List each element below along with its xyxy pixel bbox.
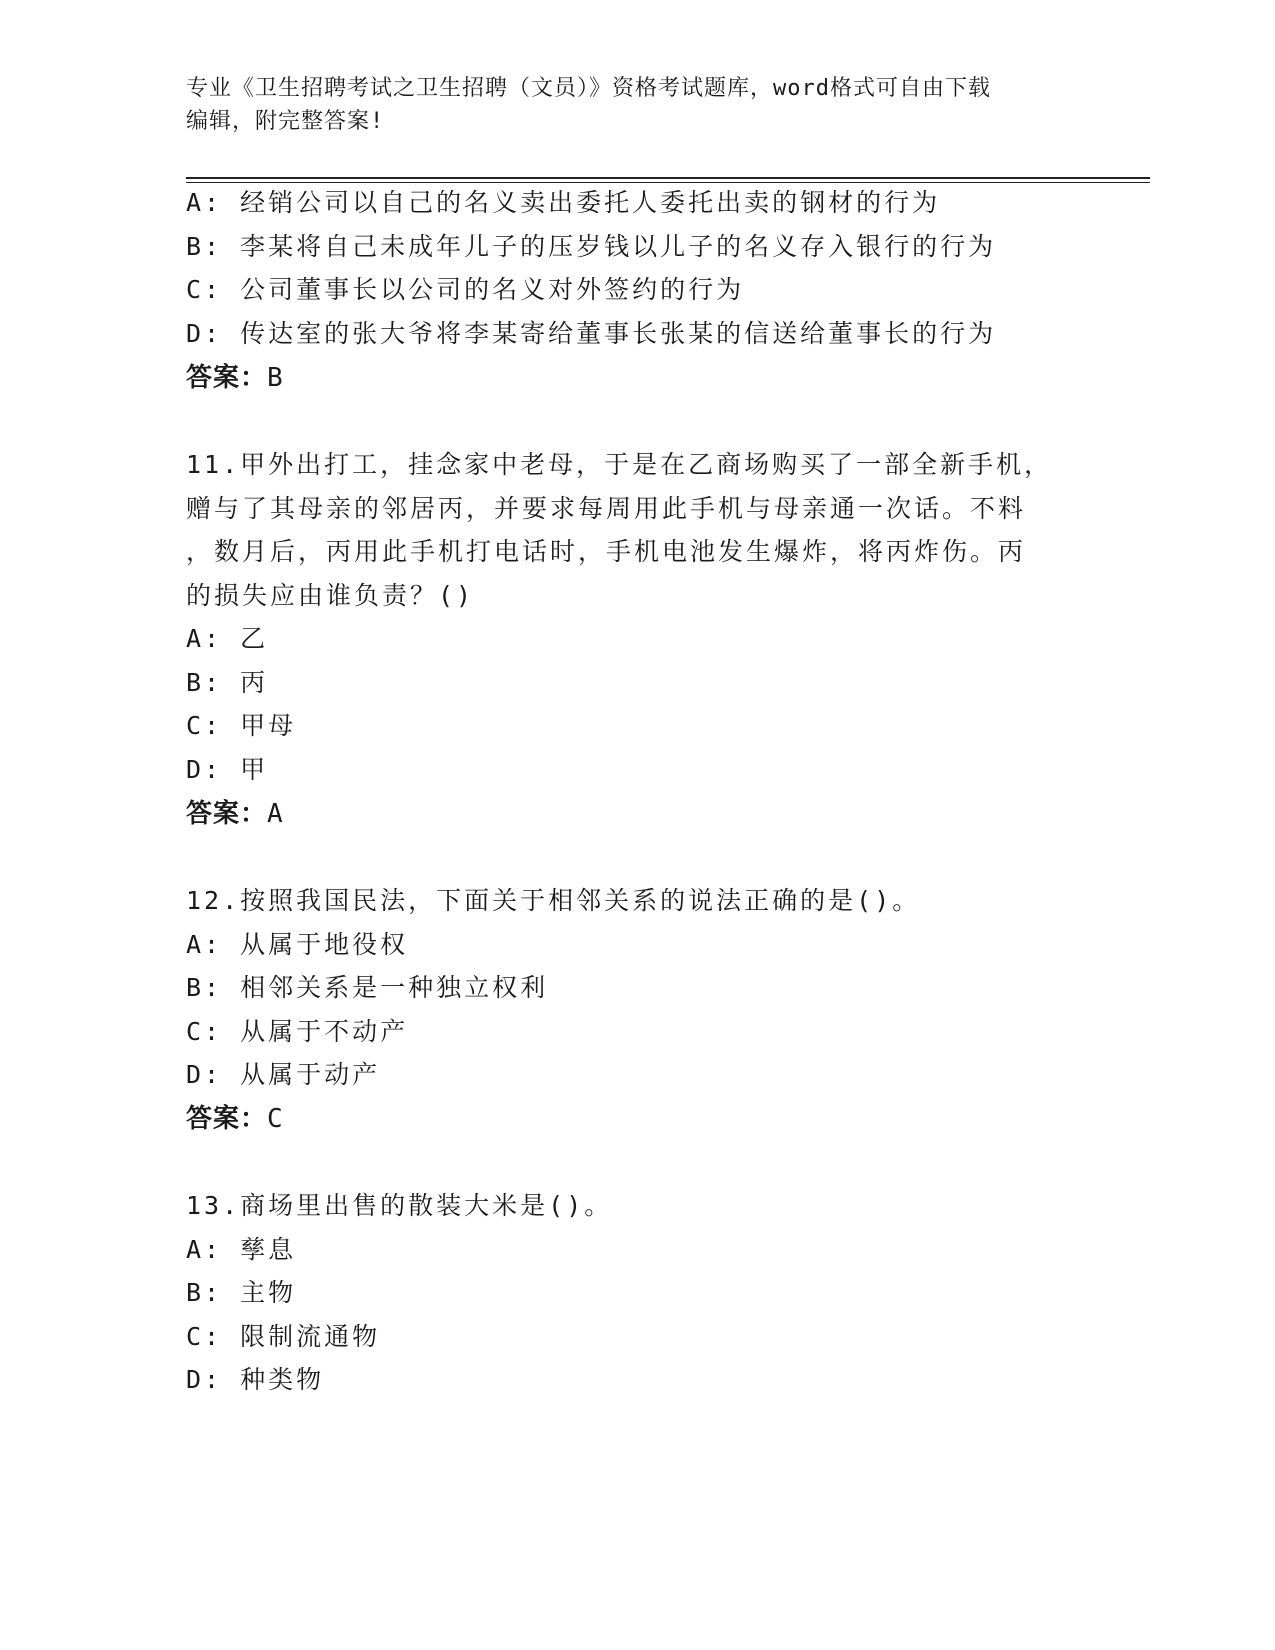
q11-answer-value: A [267,799,284,829]
q11-stem-line-1: 11.甲外出打工，挂念家中老母，于是在乙商场购买了一部全新手机， [186,450,1053,479]
q13-option-c: C: 限制流通物 [186,1322,381,1351]
q11-stem-line-3: ，数月后，丙用此手机打电话时，手机电池发生爆炸，将丙炸伤。丙 [186,537,1027,566]
q10-answer-value: B [267,363,284,393]
q11-stem-line-4: 的损失应由谁负责？() [186,581,475,610]
q13-option-a: A: 孳息 [186,1235,297,1264]
q11-option-d: D: 甲 [186,755,269,784]
q12-option-c: C: 从属于不动产 [186,1017,409,1046]
q13-stem: 13.商场里出售的散装大米是()。 [186,1191,613,1220]
document-header [186,72,1066,138]
header-divider-thick [186,177,1150,179]
q10-option-c: C: 公司董事长以公司的名义对外签约的行为 [186,275,745,304]
q13-option-b: B: 主物 [186,1278,297,1307]
q12-answer [186,1102,284,1136]
q11-answer-label: 答案： [186,799,268,829]
q12-option-d: D: 从属于动产 [186,1060,381,1089]
header-line-2: 编辑，附完整答案! [186,109,385,134]
q11-stem-line-2: 赠与了其母亲的邻居丙，并要求每周用此手机与母亲通一次话。不料 [186,494,1027,523]
q11-option-b: B: 丙 [186,668,269,697]
q10-option-b: B: 李某将自己未成年儿子的压岁钱以儿子的名义存入银行的行为 [186,232,997,261]
q11-option-a: A: 乙 [186,624,269,653]
q11-option-c: C: 甲母 [186,711,297,740]
q12-option-a: A: 从属于地役权 [186,930,409,959]
q12-answer-value: C [267,1104,284,1134]
q12-answer-label: 答案： [186,1104,268,1134]
header-line-1: 专业《卫生招聘考试之卫生招聘（文员）》资格考试题库，word格式可自由下载 [186,76,991,101]
q10-answer-label: 答案： [186,363,268,393]
q12-stem: 12.按照我国民法，下面关于相邻关系的说法正确的是()。 [186,886,921,915]
q10-option-d: D: 传达室的张大爷将李某寄给董事长张某的信送给董事长的行为 [186,319,997,348]
q10-option-a: A: 经销公司以自己的名义卖出委托人委托出卖的钢材的行为 [186,188,941,217]
q12-option-b: B: 相邻关系是一种独立权利 [186,973,549,1002]
q13-option-d: D: 种类物 [186,1365,325,1394]
header-divider-thin [186,182,1150,183]
q11-answer [186,797,284,831]
q10-answer [186,361,284,395]
